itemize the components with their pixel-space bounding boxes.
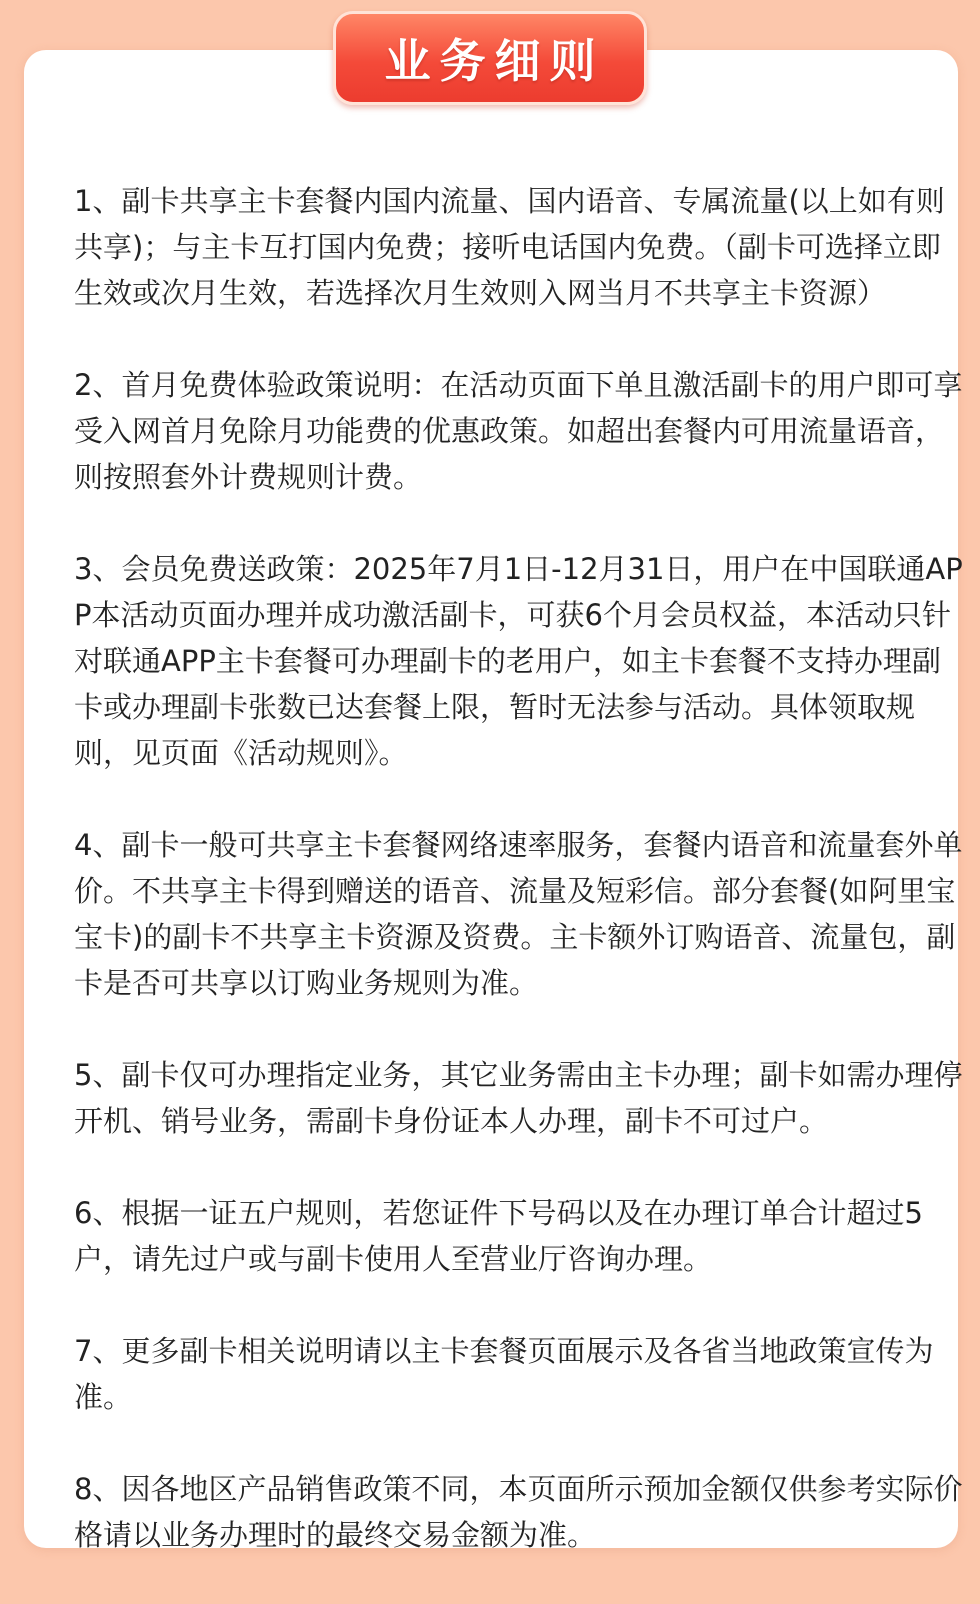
rule-item-3: 3、会员免费送政策：2025年7月1日-12月31日，用户在中国联通APP本活动页面办理并成功激活副卡，可获6个月会员权益，本活动只针对联通APP主卡套餐可办理副卡的老用户，如主卡套餐不支持办理副卡或办理副卡张数已达套餐上限，暂时无法参与活动。具体领取规则，见页面《活动规则》。 <box>74 552 963 770</box>
rule-item-1: 1、副卡共享主卡套餐内国内流量、国内语音、专属流量(以上如有则共享)；与主卡互打国内免费；接听电话国内免费。（副卡可选择立即生效或次月生效，若选择次月生效则入网当月不共享主卡资源） <box>74 184 945 310</box>
rule-item-8: 8、因各地区产品销售政策不同，本页面所示预加金额仅供参考实际价格请以业务办理时的最终交易金额为准。 <box>74 1472 963 1552</box>
rule-item-2: 2、首月免费体验政策说明：在活动页面下单且激活副卡的用户即可享受入网首月免除月功能费的优惠政策。如超出套餐内可用流量语音，则按照套外计费规则计费。 <box>74 368 963 494</box>
title-tab <box>333 11 647 105</box>
rule-item-4: 4、副卡一般可共享主卡套餐网络速率服务，套餐内语音和流量套外单价。不共享主卡得到赠送的语音、流量及短彩信。部分套餐(如阿里宝宝卡)的副卡不共享主卡资源及资费。主卡额外订购语音、流量包，副卡是否可共享以订购业务规则为准。 <box>74 828 963 1000</box>
rules-card <box>24 50 963 1552</box>
page-title: 业务细则 <box>384 34 605 88</box>
rule-item-7: 7、更多副卡相关说明请以主卡套餐页面展示及各省当地政策宣传为准。 <box>74 1334 934 1414</box>
rule-item-5: 5、副卡仅可办理指定业务，其它业务需由主卡办理；副卡如需办理停开机、销号业务，需副卡身份证本人办理，副卡不可过户。 <box>74 1058 963 1138</box>
rule-item-6: 6、根据一证五户规则，若您证件下号码以及在办理订单合计超过5户，请先过户或与副卡使用人至营业厅咨询办理。 <box>74 1196 923 1276</box>
rules-list <box>74 178 964 1604</box>
